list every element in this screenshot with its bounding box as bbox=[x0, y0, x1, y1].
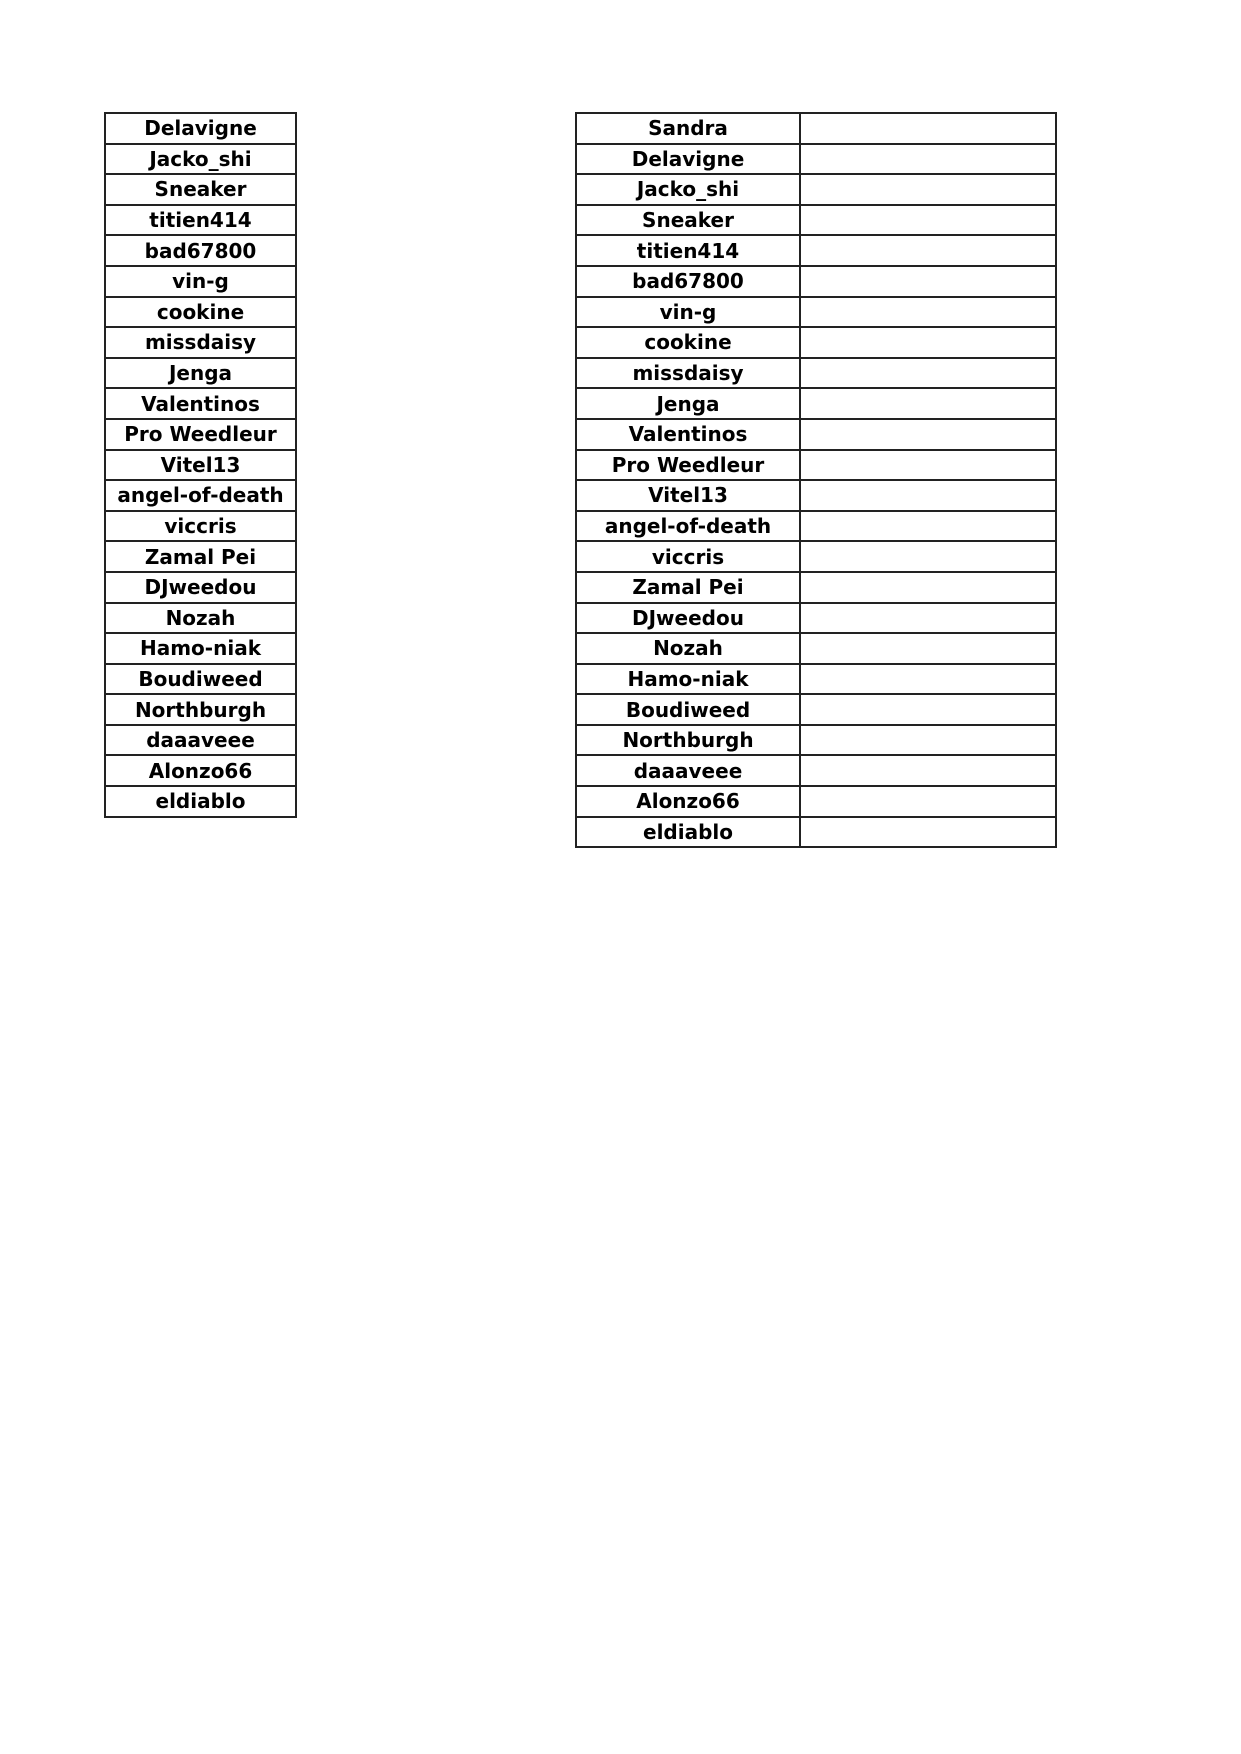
table-row bbox=[105, 603, 296, 634]
name-cell: titien414 bbox=[105, 205, 296, 236]
value-cell bbox=[800, 113, 1056, 144]
table-row bbox=[105, 113, 296, 144]
name-cell: daaaveee bbox=[105, 725, 296, 756]
name-cell: bad67800 bbox=[105, 235, 296, 266]
table-row bbox=[576, 144, 1056, 175]
value-cell bbox=[800, 603, 1056, 634]
table-row bbox=[576, 113, 1056, 144]
name-cell: eldiablo bbox=[105, 786, 296, 817]
table-row bbox=[105, 144, 296, 175]
name-cell: cookine bbox=[576, 327, 800, 358]
name-cell: vin-g bbox=[576, 297, 800, 328]
name-cell: Jenga bbox=[576, 388, 800, 419]
table-row bbox=[576, 388, 1056, 419]
left-name-table bbox=[104, 112, 297, 818]
name-cell: Northburgh bbox=[105, 694, 296, 725]
name-cell: Valentinos bbox=[576, 419, 800, 450]
value-cell bbox=[800, 205, 1056, 236]
name-cell: Sandra bbox=[576, 113, 800, 144]
value-cell bbox=[800, 327, 1056, 358]
table-row bbox=[105, 205, 296, 236]
table-row bbox=[105, 450, 296, 481]
name-cell: Nozah bbox=[105, 603, 296, 634]
value-cell bbox=[800, 633, 1056, 664]
table-row bbox=[105, 755, 296, 786]
table-row bbox=[105, 633, 296, 664]
name-cell: Hamo-niak bbox=[105, 633, 296, 664]
value-cell bbox=[800, 388, 1056, 419]
value-cell bbox=[800, 235, 1056, 266]
name-cell: Vitel13 bbox=[105, 450, 296, 481]
table-row bbox=[576, 694, 1056, 725]
table-row bbox=[576, 541, 1056, 572]
name-cell: Vitel13 bbox=[576, 480, 800, 511]
name-cell: Nozah bbox=[576, 633, 800, 664]
name-cell: missdaisy bbox=[576, 358, 800, 389]
name-cell: angel-of-death bbox=[105, 480, 296, 511]
table-row bbox=[576, 664, 1056, 695]
table-row bbox=[576, 205, 1056, 236]
table-row bbox=[576, 480, 1056, 511]
table-row bbox=[576, 633, 1056, 664]
table-row bbox=[576, 174, 1056, 205]
value-cell bbox=[800, 817, 1056, 848]
value-cell bbox=[800, 297, 1056, 328]
value-cell bbox=[800, 450, 1056, 481]
value-cell bbox=[800, 511, 1056, 542]
table-row bbox=[576, 786, 1056, 817]
table-row bbox=[576, 419, 1056, 450]
table-row bbox=[105, 266, 296, 297]
table-row bbox=[576, 358, 1056, 389]
value-cell bbox=[800, 725, 1056, 756]
table-row bbox=[576, 725, 1056, 756]
table-row bbox=[105, 694, 296, 725]
right-name-table bbox=[575, 112, 1057, 848]
value-cell bbox=[800, 144, 1056, 175]
table-row bbox=[105, 419, 296, 450]
table-row bbox=[105, 297, 296, 328]
table-row bbox=[576, 235, 1056, 266]
name-cell: viccris bbox=[105, 511, 296, 542]
table-row bbox=[105, 664, 296, 695]
name-cell: viccris bbox=[576, 541, 800, 572]
table-row bbox=[105, 480, 296, 511]
name-cell: Boudiweed bbox=[576, 694, 800, 725]
name-cell: DJweedou bbox=[576, 603, 800, 634]
name-cell: Sneaker bbox=[576, 205, 800, 236]
name-cell: titien414 bbox=[576, 235, 800, 266]
name-cell: angel-of-death bbox=[576, 511, 800, 542]
table-row bbox=[105, 174, 296, 205]
name-cell: Alonzo66 bbox=[105, 755, 296, 786]
name-cell: Valentinos bbox=[105, 388, 296, 419]
name-cell: Northburgh bbox=[576, 725, 800, 756]
value-cell bbox=[800, 266, 1056, 297]
table-row bbox=[576, 511, 1056, 542]
name-cell: Sneaker bbox=[105, 174, 296, 205]
table-row bbox=[105, 511, 296, 542]
table-row bbox=[576, 572, 1056, 603]
name-cell: DJweedou bbox=[105, 572, 296, 603]
value-cell bbox=[800, 541, 1056, 572]
value-cell bbox=[800, 174, 1056, 205]
table-row bbox=[576, 266, 1056, 297]
value-cell bbox=[800, 755, 1056, 786]
name-cell: Delavigne bbox=[105, 113, 296, 144]
name-cell: missdaisy bbox=[105, 327, 296, 358]
value-cell bbox=[800, 664, 1056, 695]
value-cell bbox=[800, 572, 1056, 603]
name-cell: Zamal Pei bbox=[576, 572, 800, 603]
name-cell: Pro Weedleur bbox=[105, 419, 296, 450]
name-cell: bad67800 bbox=[576, 266, 800, 297]
name-cell: cookine bbox=[105, 297, 296, 328]
table-row bbox=[105, 786, 296, 817]
table-row bbox=[105, 725, 296, 756]
value-cell bbox=[800, 358, 1056, 389]
value-cell bbox=[800, 786, 1056, 817]
name-cell: Delavigne bbox=[576, 144, 800, 175]
name-cell: Alonzo66 bbox=[576, 786, 800, 817]
value-cell bbox=[800, 480, 1056, 511]
value-cell bbox=[800, 419, 1056, 450]
table-row bbox=[105, 358, 296, 389]
table-row bbox=[105, 235, 296, 266]
name-cell: Jacko_shi bbox=[576, 174, 800, 205]
table-row bbox=[576, 297, 1056, 328]
name-cell: Jacko_shi bbox=[105, 144, 296, 175]
name-cell: Boudiweed bbox=[105, 664, 296, 695]
name-cell: Zamal Pei bbox=[105, 541, 296, 572]
name-cell: Pro Weedleur bbox=[576, 450, 800, 481]
name-cell: daaaveee bbox=[576, 755, 800, 786]
table-row bbox=[105, 388, 296, 419]
table-row bbox=[576, 817, 1056, 848]
table-row bbox=[576, 327, 1056, 358]
table-row bbox=[105, 541, 296, 572]
table-row bbox=[105, 327, 296, 358]
table-row bbox=[576, 755, 1056, 786]
name-cell: vin-g bbox=[105, 266, 296, 297]
table-row bbox=[105, 572, 296, 603]
name-cell: Jenga bbox=[105, 358, 296, 389]
name-cell: Hamo-niak bbox=[576, 664, 800, 695]
name-cell: eldiablo bbox=[576, 817, 800, 848]
value-cell bbox=[800, 694, 1056, 725]
table-row bbox=[576, 603, 1056, 634]
table-row bbox=[576, 450, 1056, 481]
